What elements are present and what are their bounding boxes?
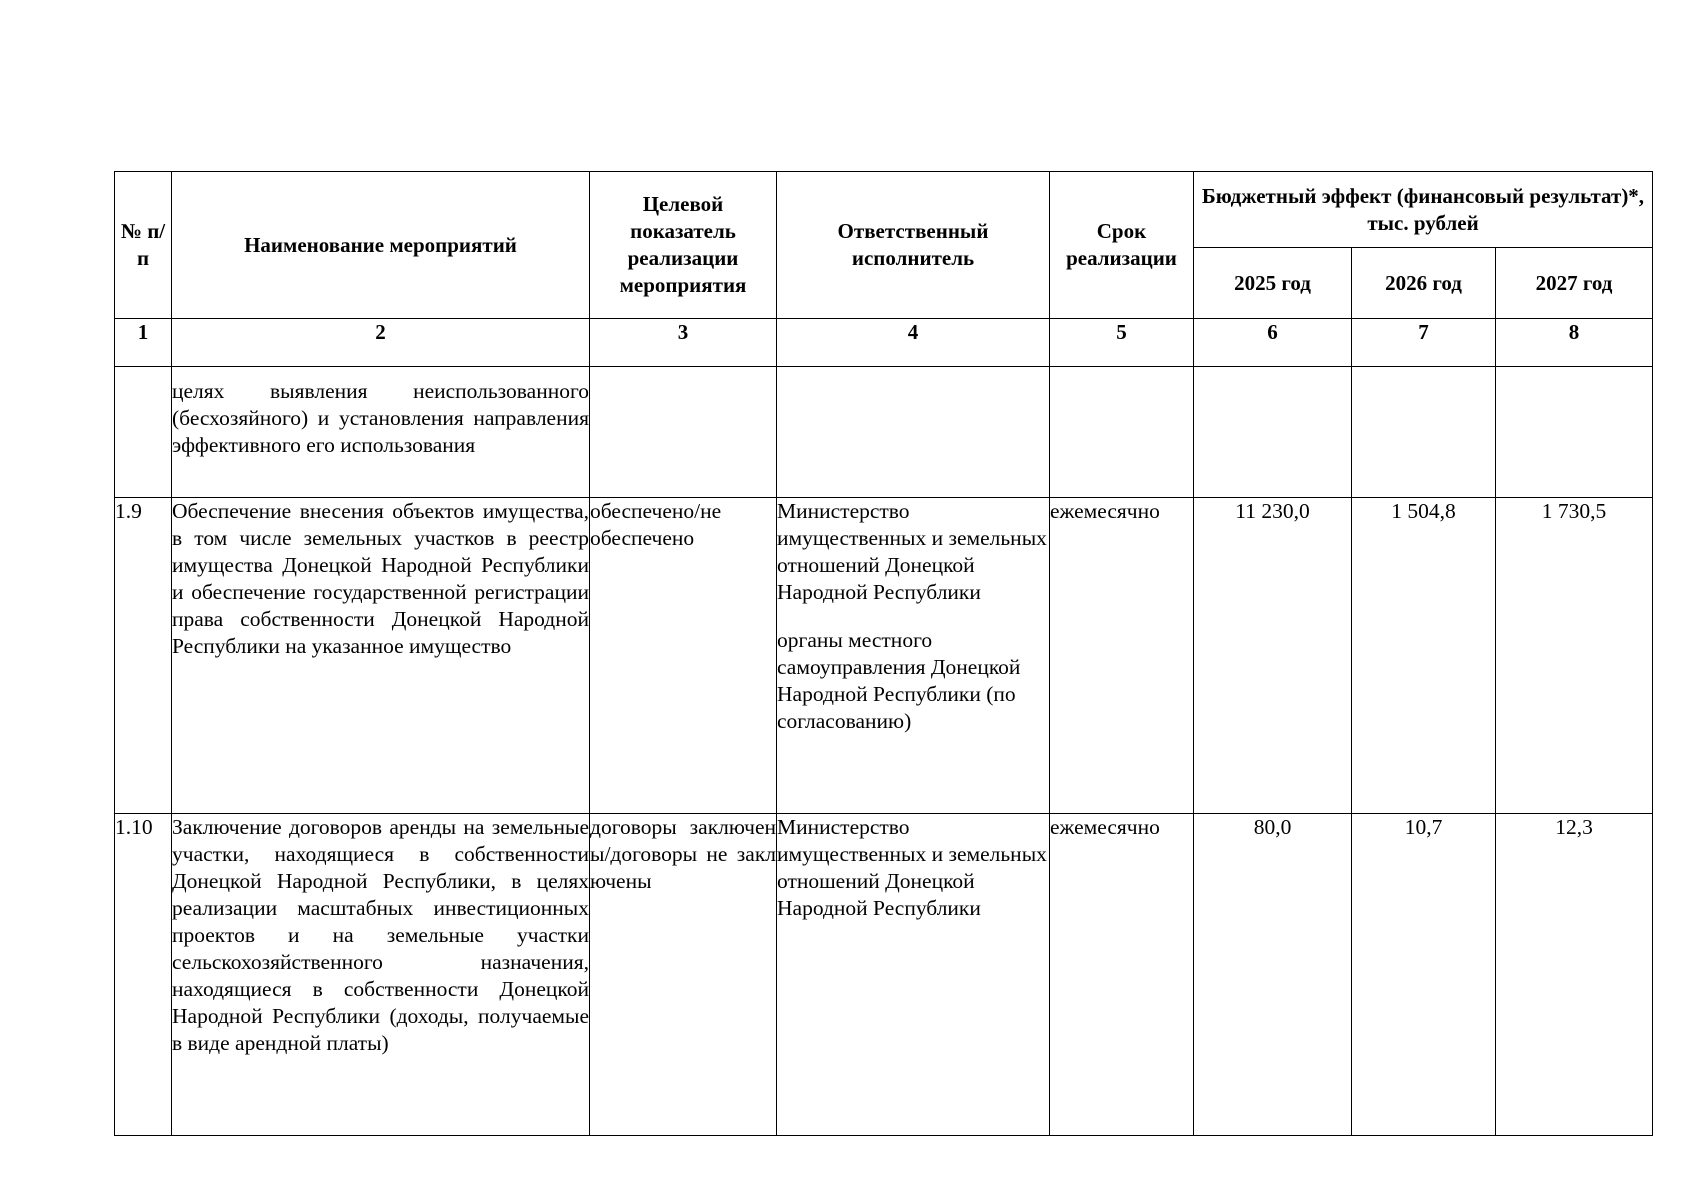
column-number: 3 — [590, 319, 777, 367]
column-number: 5 — [1050, 319, 1194, 367]
table-row — [115, 814, 1653, 1136]
row-responsible — [777, 367, 1050, 498]
header-target: Целевой показатель реализации мероприятия — [590, 172, 777, 319]
row-term: ежемесячно — [1050, 814, 1194, 1136]
row-value-2027 — [1496, 367, 1653, 498]
row-name: Обеспечение внесения объектов имущества, в том числе земельных участков в реестр имущества Донецкой Народной Республики и обеспечение государственной регистрации права собственности Донецкой Народной Республики на указанное имущество — [172, 498, 590, 814]
row-target — [590, 367, 777, 498]
column-number: 7 — [1352, 319, 1496, 367]
row-term — [1050, 367, 1194, 498]
row-value-2025 — [1194, 367, 1352, 498]
header-year-2025: 2025 год — [1194, 248, 1352, 319]
column-number: 4 — [777, 319, 1050, 367]
header-year-2026: 2026 год — [1352, 248, 1496, 319]
row-value-2026: 10,7 — [1352, 814, 1496, 1136]
table-header-row — [115, 172, 1653, 248]
row-name: Заключение договоров аренды на земельные участки, находящиеся в собственности Донецкой Народной Республики, в целях реализации масштабных инвестиционных проектов и на земельные участки сельскохозяйственного назначения, находящиеся в собственности Донецкой Народной Республики (доходы, получаемые в виде арендной платы) — [172, 814, 590, 1136]
header-responsible: Ответственный исполнитель — [777, 172, 1050, 319]
table-row — [115, 498, 1653, 814]
row-target: обеспечено/не обеспечено — [590, 498, 777, 814]
responsible-secondary: органы местного самоуправления Донецкой Народной Республики (по согласованию) — [777, 628, 1021, 733]
responsible-primary: Министерство имущественных и земельных отношений Донецкой Народной Республики — [777, 815, 1047, 920]
row-num: 1.9 — [115, 498, 172, 814]
column-number: 6 — [1194, 319, 1352, 367]
row-num — [115, 367, 172, 498]
row-value-2025: 80,0 — [1194, 814, 1352, 1136]
row-num: 1.10 — [115, 814, 172, 1136]
column-number: 8 — [1496, 319, 1653, 367]
header-budget: Бюджетный эффект (финансовый результат)*, тыс. рублей — [1194, 172, 1653, 248]
column-numbers-row — [115, 319, 1653, 367]
measures-table — [114, 171, 1653, 1136]
row-target: договоры заключены/договоры не заключены — [590, 814, 777, 1136]
row-value-2027: 1 730,5 — [1496, 498, 1653, 814]
responsible-primary: Министерство имущественных и земельных отношений Донецкой Народной Республики — [777, 499, 1047, 604]
row-value-2025: 11 230,0 — [1194, 498, 1352, 814]
row-value-2026: 1 504,8 — [1352, 498, 1496, 814]
row-responsible — [777, 498, 1050, 814]
header-name: Наименование мероприятий — [172, 172, 590, 319]
header-num: № п/п — [115, 172, 172, 319]
row-value-2027: 12,3 — [1496, 814, 1653, 1136]
table-row — [115, 367, 1653, 498]
row-responsible — [777, 814, 1050, 1136]
column-number: 2 — [172, 319, 590, 367]
row-name: целях выявления неиспользованного (бесхозяйного) и установления направления эффективного его использования — [172, 367, 590, 498]
header-term: Срок реализации — [1050, 172, 1194, 319]
row-term: ежемесячно — [1050, 498, 1194, 814]
header-year-2027: 2027 год — [1496, 248, 1653, 319]
column-number: 1 — [115, 319, 172, 367]
row-value-2026 — [1352, 367, 1496, 498]
